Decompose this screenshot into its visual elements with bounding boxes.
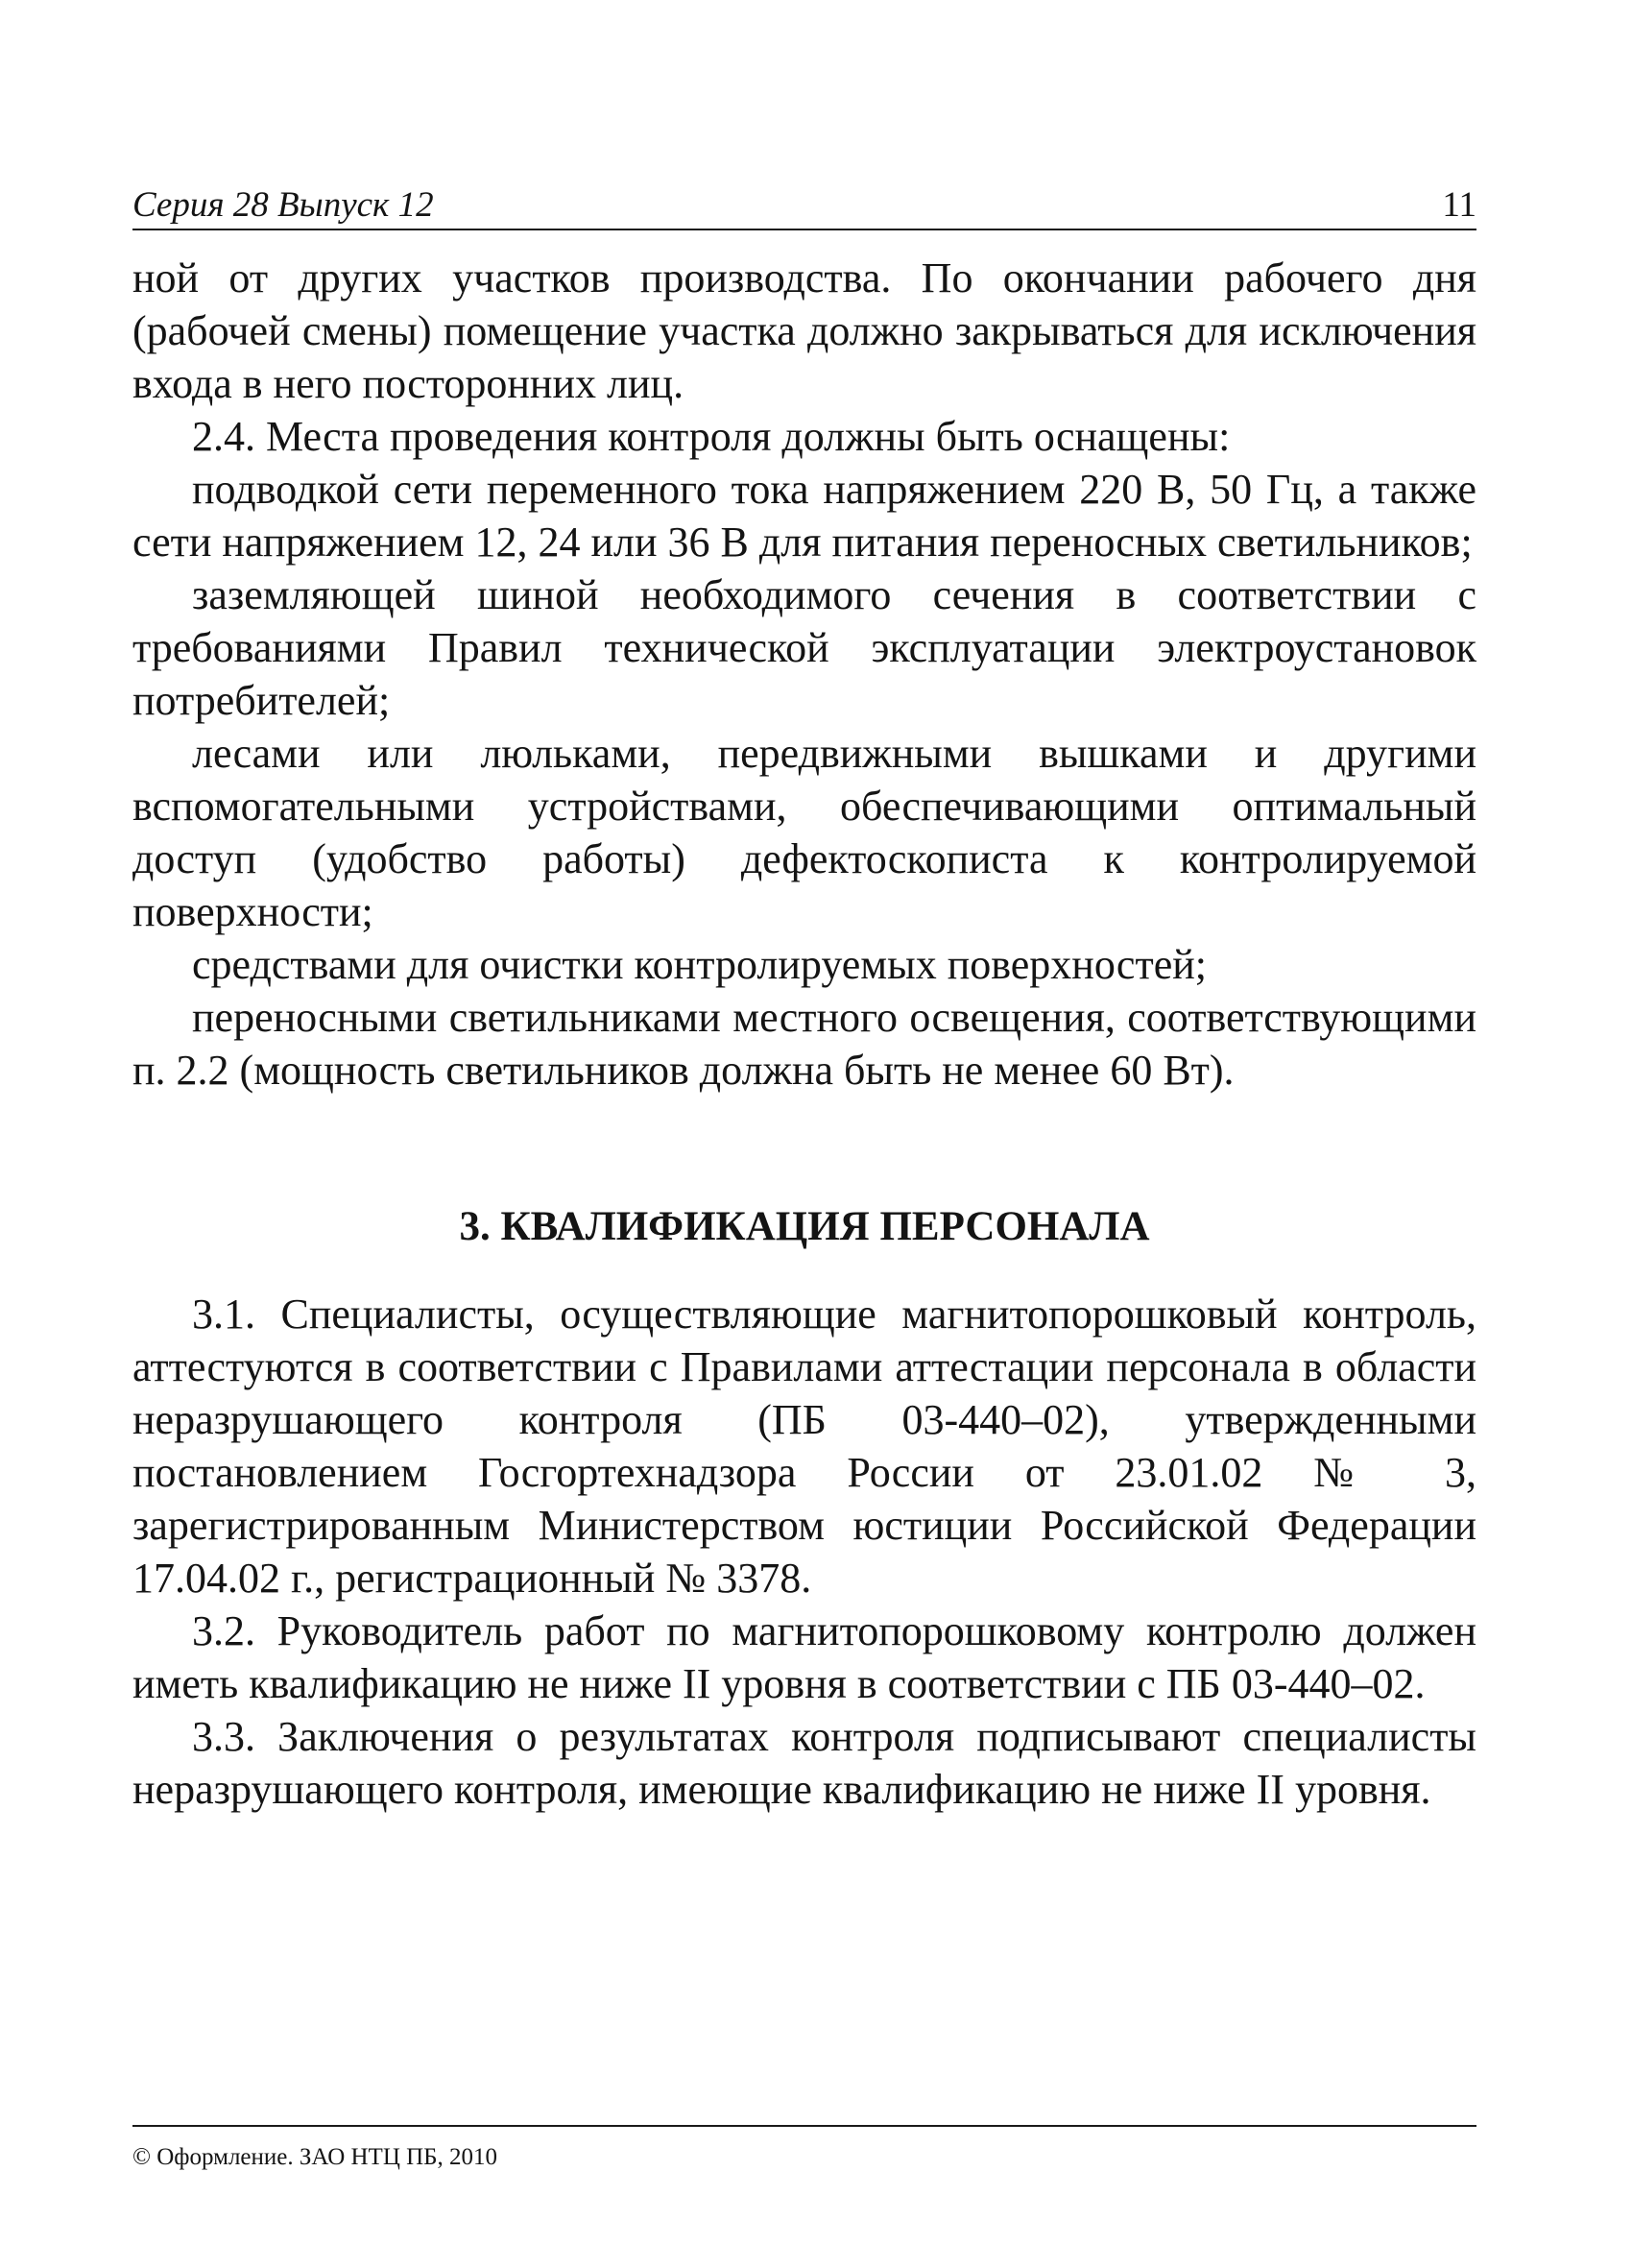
series-title: Серия 28 Выпуск 12 (132, 185, 434, 225)
footer-copyright: © Оформление. ЗАО НТЦ ПБ, 2010 (132, 2144, 498, 2170)
list-item-cleaning-means: средствами для очистки контролируемых поверхностей; (192, 941, 1207, 988)
paragraph-3-1: 3.1. Специалисты, осуществляющие магнитопорошковый контроль, аттестуются в соответствии с Правилами аттестации персонала в области неразрушающего контроля (ПБ 03-440–02), утвержденными постановлением Госгортехнадзора России от 23.01.02 № 3, зарегистрированным Министерством юстиции Российской Федерации 17.04.02 г., регистрационный № 3378. (132, 1291, 1476, 1602)
paragraph-3-2: 3.2. Руководитель работ по магнитопорошковому контролю должен иметь квалификацию не ниже II уровня в соответствии с ПБ 03-440–02. (132, 1607, 1476, 1707)
list-item-scaffolding: лесами или люльками, передвижными вышками и другими вспомогательными устройствами, обеспечивающими оптимальный доступ (удобство работы) дефектоскописта к контролируемой поверхности; (132, 730, 1476, 935)
header-rule (132, 229, 1476, 230)
footer-rule (132, 2125, 1476, 2127)
page-number: 11 (1442, 185, 1476, 225)
paragraph-2-4: 2.4. Места проведения контроля должны быть оснащены: (192, 413, 1231, 460)
list-item-power-supply: подводкой сети переменного тока напряжением 220 В, 50 Гц, а также сети напряжением 12, 24 или 36 В для питания переносных светильников; (132, 466, 1476, 566)
section-heading: 3. КВАЛИФИКАЦИЯ ПЕРСОНАЛА (459, 1204, 1150, 1249)
page-body (132, 252, 1476, 1816)
list-item-portable-lamps: переносными светильниками местного освещения, соответствующими п. 2.2 (мощность светильников должна быть не менее 60 Вт). (132, 994, 1476, 1094)
paragraph-continuation: ной от других участков производства. По окончании рабочего дня (рабочей смены) помещение участка должно закрываться для исключения входа в него посторонних лиц. (132, 254, 1476, 407)
list-item-grounding-bus: заземляющей шиной необходимого сечения в соответствии с требованиями Правил технической эксплуатации электроустановок потребителей; (132, 571, 1476, 724)
running-header (132, 184, 1476, 230)
paragraph-3-3: 3.3. Заключения о результатах контроля подписывают специалисты неразрушающего контроля, имеющие квалификацию не ниже II уровня. (132, 1713, 1476, 1813)
